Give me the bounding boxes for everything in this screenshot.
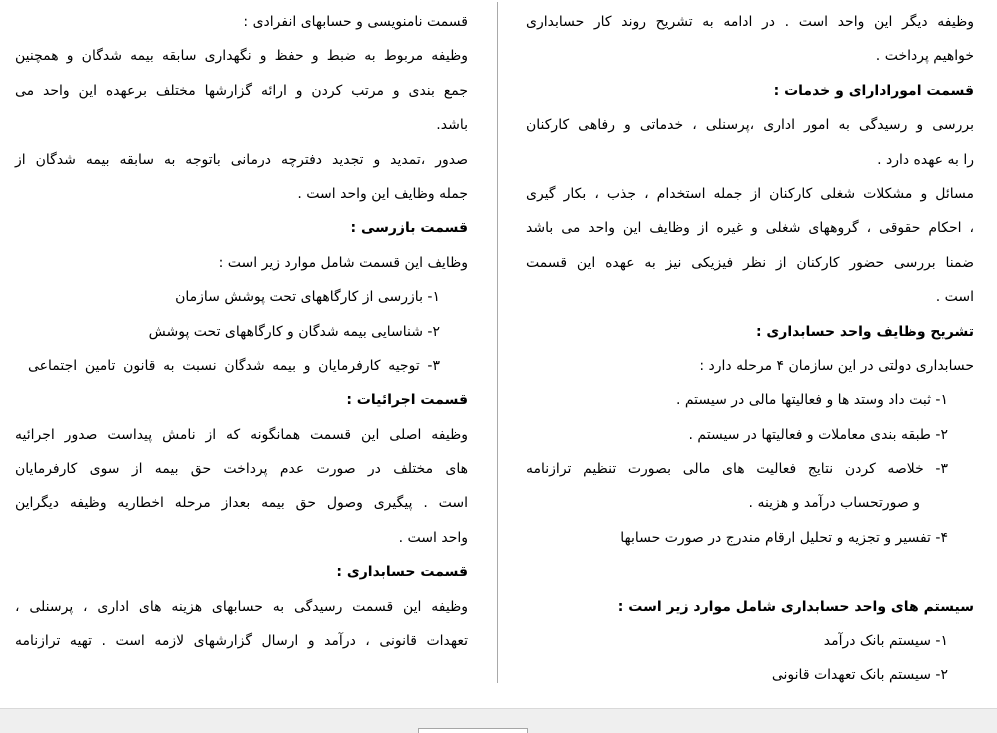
left-column bbox=[15, 5, 468, 658]
list-item: ۱- سیستم بانک درآمد bbox=[823, 633, 948, 650]
list-item-continuation: و صورتحساب درآمد و هزینه . bbox=[748, 495, 920, 512]
section-heading-admin-services: قسمت امورادارای و خدمات : bbox=[773, 82, 974, 99]
paragraph-line: تعهدات قانونی ، درآمد و ارسال گزارشهای لازمه است . تهیه ترازنامه bbox=[15, 633, 468, 650]
section-heading-inspection: قسمت بازرسی : bbox=[350, 220, 468, 237]
section-heading-accounting-systems: سیستم های واحد حسابداری شامل موارد زیر است : bbox=[617, 598, 974, 615]
section-heading-registration: قسمت نامنویسی و حسابهای انفرادی : bbox=[243, 14, 468, 30]
paragraph-line: جمع بندی و مرتب کردن و ارائه گزارشها مختلف برعهده این واحد می bbox=[15, 82, 468, 99]
paragraph-line: ، احکام حقوقی ، گروههای شغلی و غیره از وظایف این واحد می باشد bbox=[526, 220, 974, 237]
paragraph-line: وظیفه مربوط به ضبط و حفظ و نگهداری سابقه بیمه شدگان و همچنین bbox=[15, 48, 468, 65]
right-column bbox=[526, 5, 974, 693]
list-item: ۲- شناسایی بیمه شدگان و کارگاههای تحت پوشش bbox=[148, 323, 440, 340]
list-item: ۳- خلاصه کردن نتایج فعالیت های مالی بصورت تنظیم ترازنامه bbox=[526, 461, 948, 478]
list-item: ۱- بازرسی از کارگاههای تحت پوشش سازمان bbox=[175, 289, 440, 306]
blank-line bbox=[526, 555, 974, 589]
paragraph-line: بررسی و رسیدگی به امور اداری ،پرسنلی ، خدماتی و رفاهی کارکنان bbox=[526, 117, 974, 134]
paragraph-line: را به عهده دارد . bbox=[877, 151, 974, 168]
section-heading-accounting-duties: تشریح وظایف واحد حسابداری : bbox=[755, 323, 974, 340]
paragraph-line: وظیفه دیگر این واحد است . در ادامه به تشریح روند کار حسابداری bbox=[526, 14, 974, 30]
paragraph-line: حسابداری دولتی در این سازمان ۴ مرحله دارد : bbox=[699, 357, 974, 374]
list-item: ۲- طبقه بندی معاملات و فعالیتها در سیستم . bbox=[688, 426, 948, 443]
list-item: ۱- ثبت داد وستد ها و فعالیتها مالی در سیستم . bbox=[675, 392, 948, 409]
section-heading-accounting: قسمت حسابداری : bbox=[336, 564, 468, 581]
list-item: ۲- سیستم بانک تعهدات قانونی bbox=[771, 667, 948, 684]
next-page-box bbox=[418, 728, 528, 733]
paragraph-line: است . پیگیری وصول حق بیمه بعداز مرحله اخطاریه وظیفه دیگراین bbox=[15, 495, 468, 512]
list-item: ۴- تفسیر و تجزیه و تحلیل ارقام مندرج در صورت حسابها bbox=[620, 529, 948, 546]
section-accounting-duties bbox=[526, 315, 974, 556]
paragraph-line: وظایف این قسمت شامل موارد زیر است : bbox=[218, 254, 468, 271]
paragraph-line: صدور ،تمدید و تجدید دفترچه درمانی باتوجه به سابقه بیمه شدگان از bbox=[15, 151, 468, 168]
intro-continuation bbox=[526, 5, 974, 74]
paragraph-line: های مختلف در صورت عدم پرداخت حق بیمه از سوی کارفرمایان bbox=[15, 461, 468, 478]
list-item: ۳- توجیه کارفرمایان و بیمه شدگان نسبت به قانون تامین اجتماعی bbox=[28, 357, 440, 374]
section-registration bbox=[15, 5, 468, 211]
section-enforcement bbox=[15, 383, 468, 555]
paragraph-line: وظیفه این قسمت رسیدگی به حسابهای هزینه های اداری ، پرسنلی ، bbox=[15, 598, 468, 615]
paragraph-line: باشد. bbox=[436, 117, 468, 134]
paragraph-line: خواهیم پرداخت . bbox=[875, 48, 974, 65]
section-admin-services bbox=[526, 74, 974, 315]
section-inspection bbox=[15, 211, 468, 383]
paragraph-line: ضمنا بررسی حضور کارکنان از نظر فیزیکی نیز به عهده این قسمت bbox=[526, 254, 974, 271]
paragraph-line: مسائل و مشکلات شغلی کارکنان از جمله استخدام ، جذب ، بکار گیری bbox=[526, 185, 974, 202]
column-divider bbox=[497, 2, 498, 683]
paragraph-line: واحد است . bbox=[398, 529, 468, 546]
section-heading-enforcement: قسمت اجرائیات : bbox=[346, 392, 468, 409]
paragraph-line: جمله وظایف این واحد است . bbox=[297, 185, 468, 202]
paragraph-line: وظیفه اصلی این قسمت همانگونه که از نامش پیداست صدور اجرائیه bbox=[15, 426, 468, 443]
section-accounting bbox=[15, 555, 468, 658]
paragraph-line: است . bbox=[935, 289, 974, 306]
section-accounting-systems bbox=[526, 590, 974, 693]
